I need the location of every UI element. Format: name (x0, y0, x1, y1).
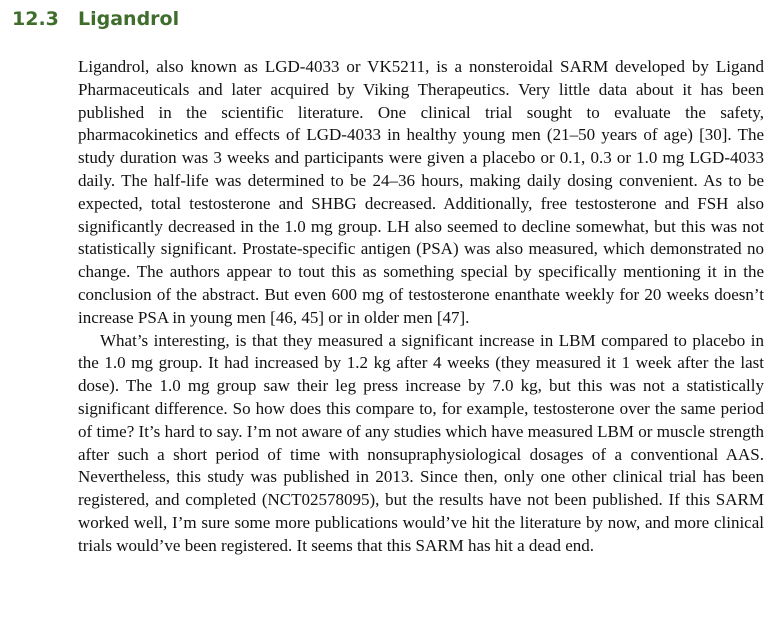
section-heading (12, 8, 766, 38)
paragraph: What’s interesting, is that they measured a significant increase in LBM compared to placebo in the 1.0 mg group. It had increased by 1.2 kg after 4 weeks (they measured it 1 week after the last dose). The 1.0 mg group saw their leg press increase by 7.0 kg, but this was not a statistically significant difference. So how does this compare to, for example, testosterone over the same period of time? It’s hard to say. I’m not aware of any studies which have measured LBM or muscle strength after such a short period of time with nonsupraphysiological dosages of a conventional AAS. Nevertheless, this study was published in 2013. Since then, only one other clinical trial has been registered, and completed (NCT02578095), but the results have not been published. If this SARM worked well, I’m sure some more publications would’ve hit the literature by now, and more clinical trials would’ve been registered. It seems that this SARM has hit a dead end. (78, 330, 764, 555)
section-title: Ligandrol (78, 8, 180, 30)
section-body (78, 56, 764, 558)
section-number: 12.3 (12, 8, 59, 30)
paragraph: Ligandrol, also known as LGD-4033 or VK5211, is a nonsteroidal SARM developed by Ligand Pharmaceuticals and later acquired by Viking Therapeutics. Very little data about it has been published in the scientific literature. One clinical trial sought to evaluate the safety, pharmacokinetics and effects of LGD-4033 in healthy young men (21–50 years of age) [30]. The study duration was 3 weeks and participants were given a placebo or 0.1, 0.3 or 1.0 mg LGD-4033 daily. The half-life was determined to be 24–36 hours, making daily dosing convenient. As to be expected, total testosterone and SHBG decreased. Additionally, free testosterone and FSH also significantly decreased in the 1.0 mg group. LH also seemed to decline somewhat, but this was not statistically significant. Prostate-specific antigen (PSA) was also measured, which demonstrated no change. The authors appear to tout this as something special by specifically mentioning it in the conclusion of the abstract. But even 600 mg of testosterone enanthate weekly for 20 weeks doesn’t increase PSA in young men [46, 45] or in older men [47]. (78, 57, 764, 327)
